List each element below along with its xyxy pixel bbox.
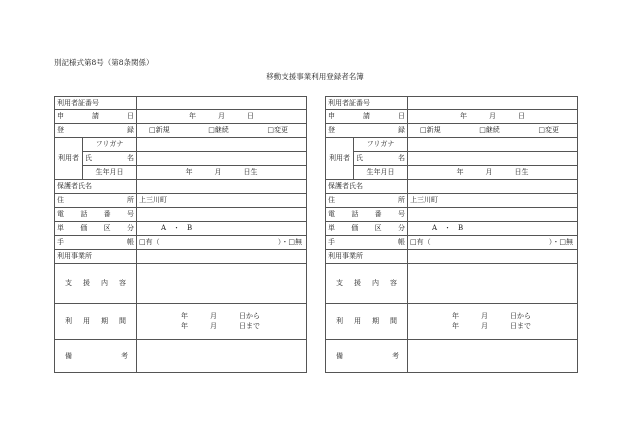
day-unit: 日生: [243, 168, 258, 176]
handbook-field[interactable]: [408, 236, 578, 250]
remarks-label: 備 考: [55, 340, 137, 373]
cert-number-field[interactable]: [408, 97, 578, 110]
facility-field[interactable]: [408, 250, 578, 264]
unit-price-field[interactable]: [408, 222, 578, 236]
month-unit: 月: [210, 322, 217, 330]
address-value: 上三川町: [410, 196, 438, 204]
period-from: [181, 313, 304, 320]
user-group-label: 利用者: [326, 138, 354, 180]
address-label: 住 所: [55, 194, 137, 208]
day-unit: 日から: [239, 312, 260, 320]
furigana-label: フリガナ: [83, 138, 137, 152]
address-field[interactable]: [137, 194, 307, 208]
support-content-label: 支援内容: [55, 264, 137, 304]
year-unit: 年: [456, 168, 464, 176]
address-field[interactable]: [408, 194, 578, 208]
day-unit: 日まで: [510, 322, 531, 330]
period-from: [452, 313, 575, 320]
year-unit: 年: [452, 322, 459, 330]
unit-price-field[interactable]: [137, 222, 307, 236]
apply-date-label: 申 請 日: [326, 110, 408, 124]
unit-price-label: 単価区分: [326, 222, 408, 236]
usage-period-field[interactable]: [137, 304, 307, 340]
register-new-checkbox[interactable]: □新規: [149, 126, 170, 134]
month-unit: 月: [489, 112, 496, 120]
birth-date-field[interactable]: [408, 166, 578, 180]
register-options: [408, 124, 578, 138]
month-unit: 月: [481, 322, 488, 330]
day-unit: 日生: [514, 168, 529, 176]
usage-period-label: 利用期間: [55, 304, 137, 340]
unit-price-value: A ・ B: [161, 224, 193, 232]
register-new-checkbox[interactable]: □新規: [420, 126, 441, 134]
usage-period-field[interactable]: [408, 304, 578, 340]
handbook-no-checkbox[interactable]: ）・□無: [548, 238, 573, 246]
registry-form-left: [54, 96, 307, 373]
birth-date-label: 生年月日: [354, 166, 408, 180]
unit-price-value: A ・ B: [432, 224, 464, 232]
cert-number-label: 利用者証番号: [326, 97, 408, 110]
birth-date-field[interactable]: [137, 166, 307, 180]
remarks-field[interactable]: [408, 340, 578, 373]
furigana-field[interactable]: [137, 138, 307, 152]
unit-price-label: 単価区分: [55, 222, 137, 236]
cert-number-field[interactable]: [137, 97, 307, 110]
register-label: 登 録: [55, 124, 137, 138]
apply-date-parts: [410, 113, 575, 120]
user-name-field[interactable]: [137, 152, 307, 166]
support-content-field[interactable]: [408, 264, 578, 304]
register-change-checkbox[interactable]: □変更: [267, 126, 288, 134]
facility-field[interactable]: [137, 250, 307, 264]
period-to: [181, 323, 304, 330]
register-change-checkbox[interactable]: □変更: [538, 126, 559, 134]
form-number-label: 別記様式第8号（第8条関係）: [54, 58, 154, 67]
year-unit: 年: [181, 322, 188, 330]
birth-date-parts: [139, 169, 304, 176]
register-continue-checkbox[interactable]: □継続: [208, 126, 229, 134]
month-unit: 月: [210, 312, 217, 320]
month-unit: 月: [214, 168, 222, 176]
apply-date-field[interactable]: [137, 110, 307, 124]
year-unit: 年: [460, 112, 467, 120]
phone-field[interactable]: [408, 208, 578, 222]
usage-period-dates: [139, 313, 304, 330]
user-group-label: 利用者: [55, 138, 83, 180]
usage-period-label: 利用期間: [326, 304, 408, 340]
month-unit: 月: [485, 168, 493, 176]
register-continue-checkbox[interactable]: □継続: [479, 126, 500, 134]
handbook-label: 手 帳: [55, 236, 137, 250]
registry-form-right: [325, 96, 578, 373]
furigana-field[interactable]: [408, 138, 578, 152]
handbook-yes-checkbox[interactable]: □有（: [139, 238, 160, 246]
user-name-label: 氏 名: [354, 152, 408, 166]
facility-label: 利用事業所: [326, 250, 408, 264]
support-content-label: 支援内容: [326, 264, 408, 304]
guardian-name-label: 保護者氏名: [326, 180, 408, 194]
day-unit: 日から: [510, 312, 531, 320]
user-name-label: 氏 名: [83, 152, 137, 166]
address-value: 上三川町: [139, 196, 167, 204]
facility-label: 利用事業所: [55, 250, 137, 264]
apply-date-field[interactable]: [408, 110, 578, 124]
usage-period-dates: [410, 313, 575, 330]
support-content-field[interactable]: [137, 264, 307, 304]
user-name-field[interactable]: [408, 152, 578, 166]
month-unit: 月: [218, 112, 225, 120]
handbook-label: 手 帳: [326, 236, 408, 250]
year-unit: 年: [452, 312, 459, 320]
phone-field[interactable]: [137, 208, 307, 222]
page-title: 移動支援事業利用登録者名簿: [266, 72, 364, 81]
guardian-name-field[interactable]: [137, 180, 307, 194]
day-unit: 日: [247, 112, 254, 120]
apply-date-parts: [139, 113, 304, 120]
remarks-field[interactable]: [137, 340, 307, 373]
guardian-name-label: 保護者氏名: [55, 180, 137, 194]
phone-label: 電話番号: [326, 208, 408, 222]
year-unit: 年: [185, 168, 193, 176]
apply-date-label: 申 請 日: [55, 110, 137, 124]
handbook-yes-checkbox[interactable]: □有（: [410, 238, 431, 246]
day-unit: 日まで: [239, 322, 260, 330]
remarks-label: 備 考: [326, 340, 408, 373]
address-label: 住 所: [326, 194, 408, 208]
phone-label: 電話番号: [55, 208, 137, 222]
handbook-field[interactable]: [137, 236, 307, 250]
handbook-no-checkbox[interactable]: ）・□無: [277, 238, 302, 246]
year-unit: 年: [181, 312, 188, 320]
day-unit: 日: [518, 112, 525, 120]
register-label: 登 録: [326, 124, 408, 138]
cert-number-label: 利用者証番号: [55, 97, 137, 110]
furigana-label: フリガナ: [354, 138, 408, 152]
birth-date-parts: [410, 169, 575, 176]
guardian-name-field[interactable]: [408, 180, 578, 194]
period-to: [452, 323, 575, 330]
year-unit: 年: [189, 112, 196, 120]
birth-date-label: 生年月日: [83, 166, 137, 180]
register-options: [137, 124, 307, 138]
month-unit: 月: [481, 312, 488, 320]
